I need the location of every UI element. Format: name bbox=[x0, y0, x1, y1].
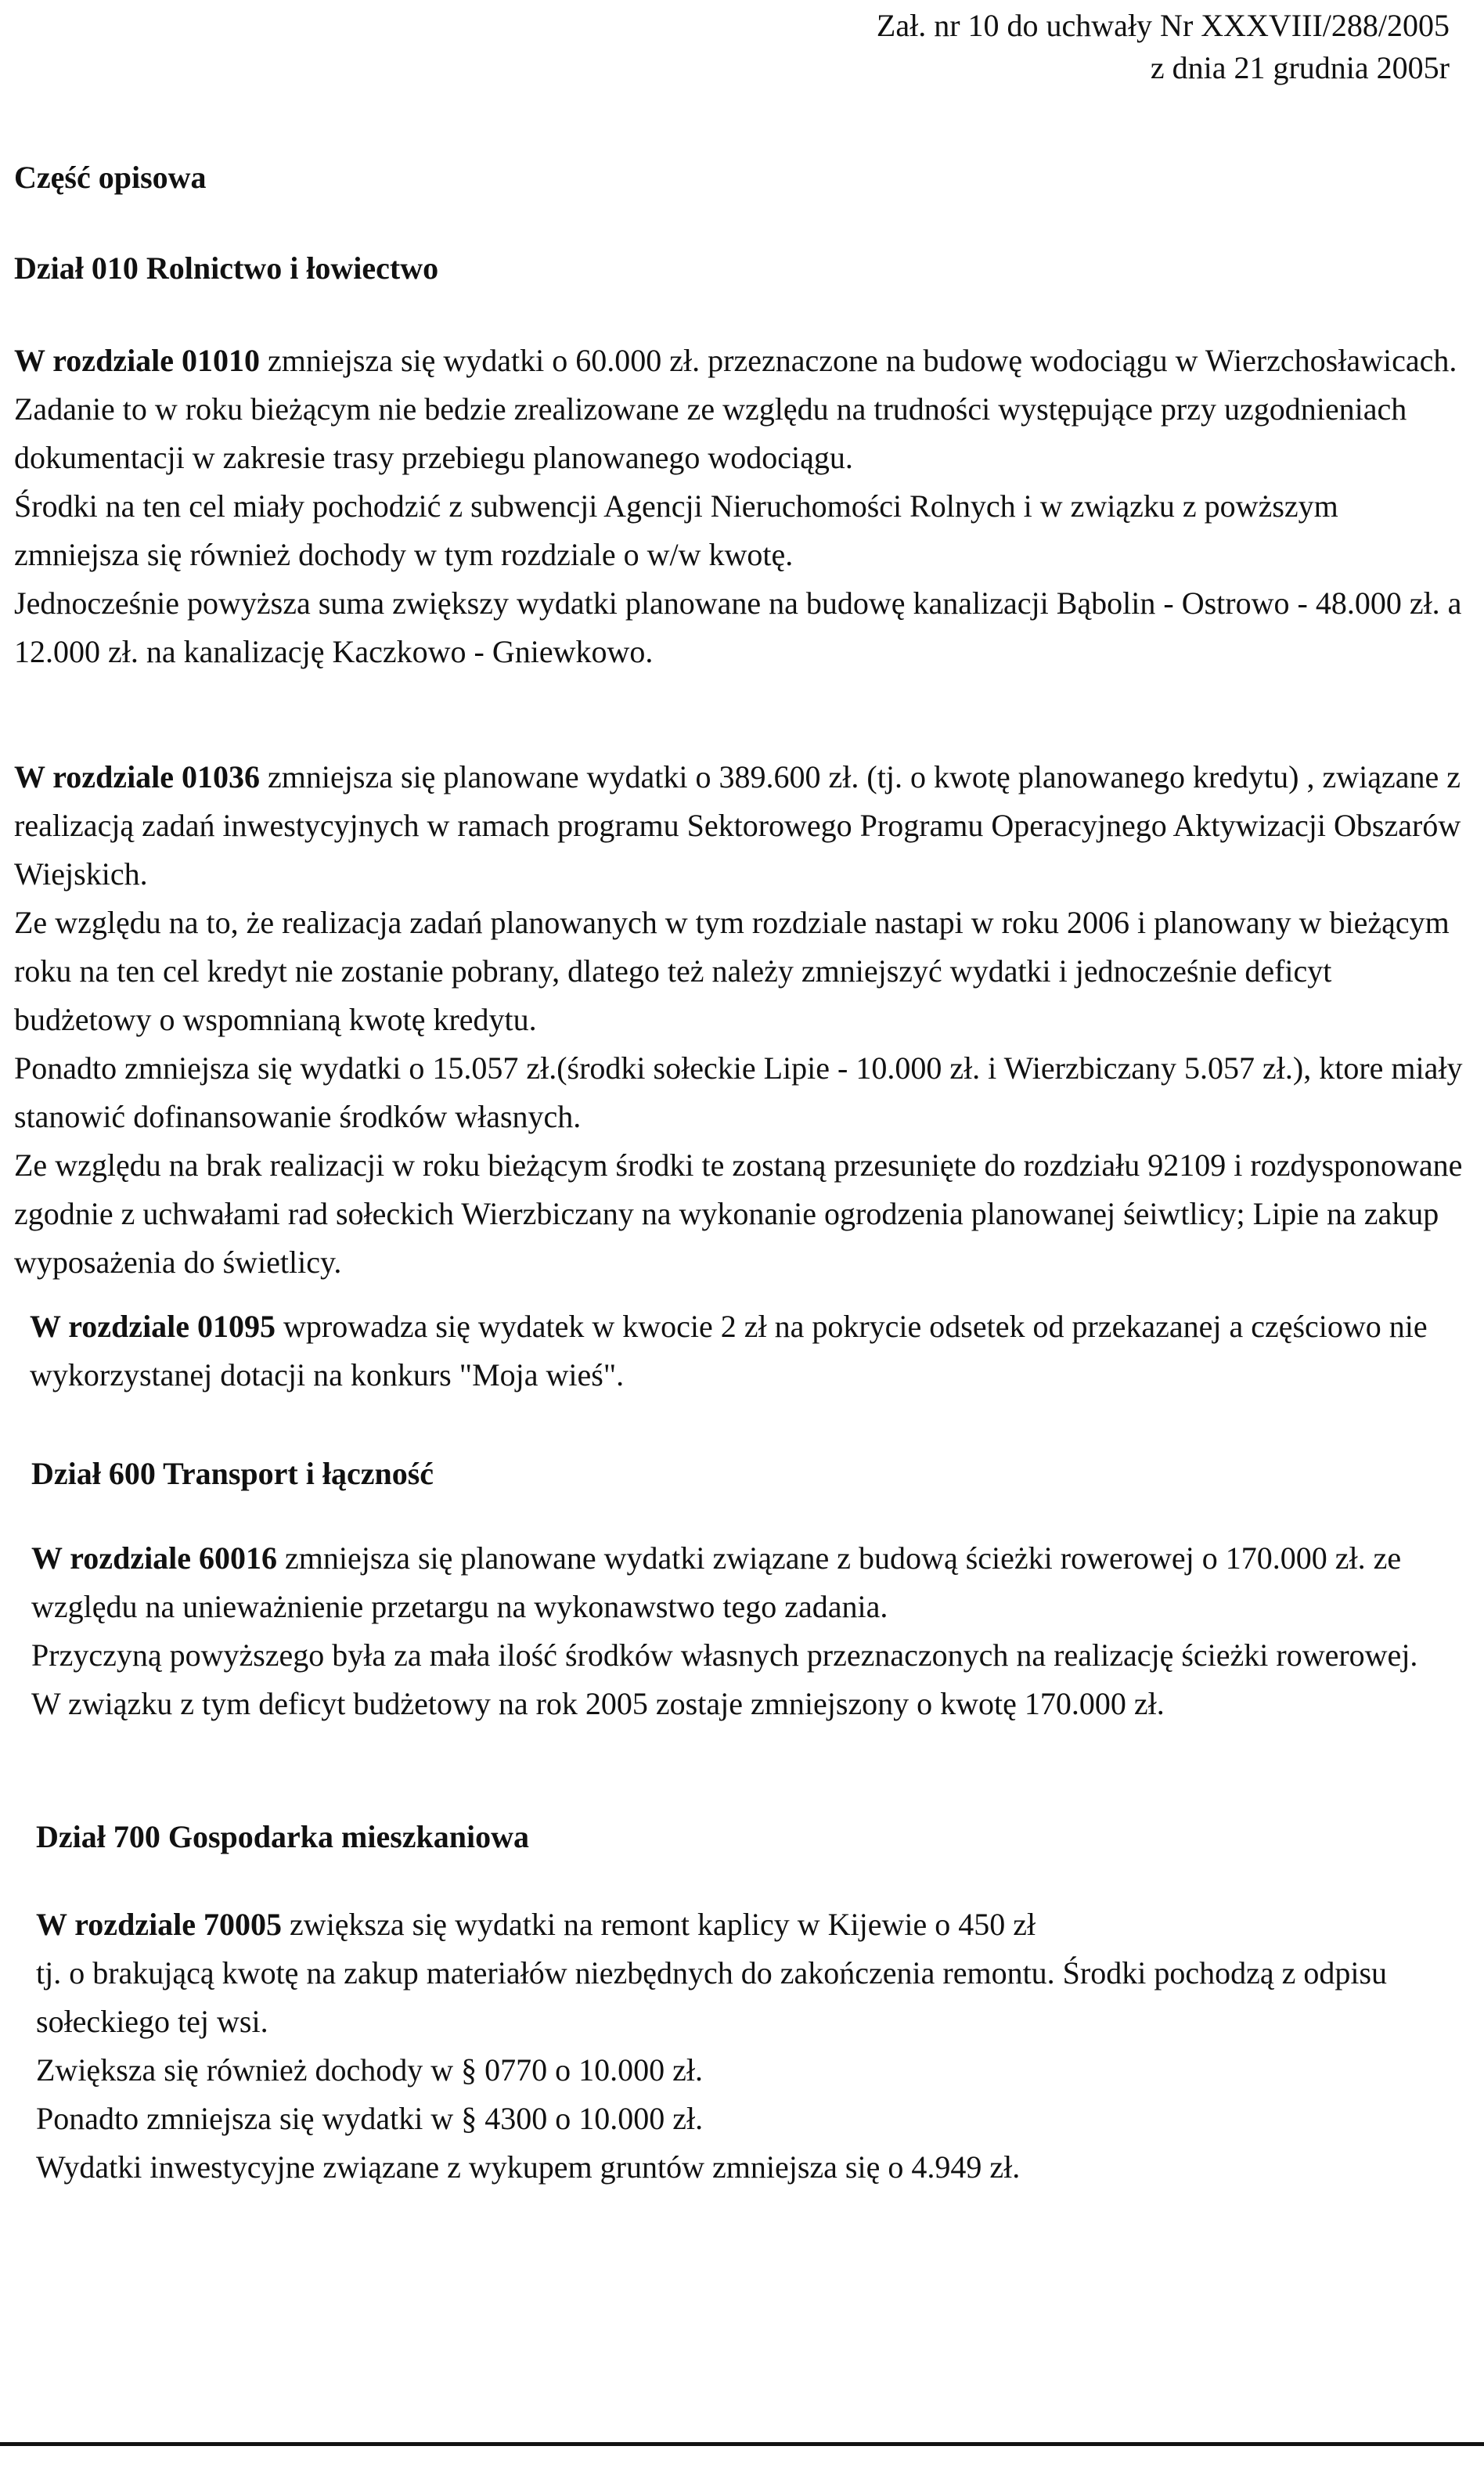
section-60016 bbox=[31, 1534, 1481, 1728]
chapter-label: W rozdziale 01095 bbox=[30, 1309, 276, 1344]
resolution-date: z dnia 21 grudnia 2005r bbox=[1150, 50, 1450, 85]
chapter-label: W rozdziale 01010 bbox=[14, 343, 261, 378]
paragraph: Wydatki inwestycyjne związane z wykupem gruntów zmniejsza się o 4.949 zł. bbox=[36, 2149, 1021, 2185]
paragraph: Ponadto zmniejsza się wydatki w § 4300 o 10.000 zł. bbox=[36, 2101, 704, 2136]
attachment-reference: Zał. nr 10 do uchwały Nr XXXVIII/288/2005 bbox=[876, 8, 1450, 43]
paragraph bbox=[14, 337, 1464, 482]
paragraph-text: zmniejsza się wydatki o 60.000 zł. przeznaczone na budowę wodociągu w Wierzchosławicach. Zadanie to w roku bieżącym nie bedzie zrealizowane ze względu na trudności występujące przy uzgodnieniach dokumentacji w zakresie trasy przebiegu planowanego wodociągu. bbox=[14, 343, 1457, 475]
section-01095 bbox=[30, 1302, 1479, 1400]
document-header bbox=[877, 5, 1450, 89]
paragraph bbox=[30, 1302, 1479, 1400]
part-title: Część opisowa bbox=[14, 160, 207, 195]
dzial-600-heading: Dział 600 Transport i łączność bbox=[31, 1456, 434, 1491]
paragraph: Przyczyną powyższego była za mała ilość środków własnych przeznaczonych na realizację ścieżki rowerowej. bbox=[31, 1637, 1418, 1673]
paragraph bbox=[36, 1900, 1445, 1949]
paragraph-text: zmniejsza się planowane wydatki o 389.600 zł. (tj. o kwotę planowanego kredytu) , związane z realizacją zadań inwestycyjnych w ramach programu Sektorowego Programu Operacyjnego Aktywizacji Obszarów Wiejskich. bbox=[14, 759, 1461, 892]
section-70005 bbox=[36, 1900, 1445, 2192]
paragraph-text: zwiększa się wydatki na remont kaplicy w Kijewie o 450 zł bbox=[282, 1907, 1036, 1942]
paragraph: Ze względu na brak realizacji w roku bieżącym środki te zostaną przesunięte do rozdziału 92109 i rozdysponowane zgodnie z uchwałami rad sołeckich Wierzbiczany na wykonanie ogrodzenia planowanej śeiwtlicy; Lipie na zakup wyposażenia do świetlicy. bbox=[14, 1147, 1463, 1280]
chapter-label: W rozdziale 70005 bbox=[36, 1907, 283, 1942]
dzial-700-heading: Dział 700 Gospodarka mieszkaniowa bbox=[36, 1819, 530, 1854]
section-01010 bbox=[14, 337, 1464, 676]
dzial-010-heading: Dział 010 Rolnictwo i łowiectwo bbox=[14, 250, 439, 286]
paragraph: Ze względu na to, że realizacja zadań planowanych w tym rozdziale nastapi w roku 2006 i planowany w bieżącym roku na ten cel kredyt nie zostanie pobrany, dlatego też należy zmniejszyć wydatki i jednocześnie deficyt budżetowy o wspomnianą kwotę kredytu. bbox=[14, 905, 1450, 1037]
paragraph: W związku z tym deficyt budżetowy na rok 2005 zostaje zmniejszony o kwotę 170.000 zł. bbox=[31, 1686, 1165, 1721]
paragraph bbox=[14, 753, 1464, 899]
paragraph-text: wprowadza się wydatek w kwocie 2 zł na pokrycie odsetek od przekazanej a częściowo nie wykorzystanej dotacji na konkurs "Moja wieś". bbox=[30, 1309, 1428, 1392]
paragraph: Jednocześnie powyższa suma zwiększy wydatki planowane na budowę kanalizacji Bąbolin - Ostrowo - 48.000 zł. a 12.000 zł. na kanalizację Kaczkowo - Gniewkowo. bbox=[14, 585, 1462, 669]
paragraph: tj. o brakującą kwotę na zakup materiałów niezbędnych do zakończenia remontu. Środki pochodzą z odpisu sołeckiego tej wsi. bbox=[36, 1955, 1388, 2039]
paragraph: Środki na ten cel miały pochodzić z subwencji Agencji Nieruchomości Rolnych i w związku z powższym zmniejsza się również dochody w tym rozdziale o w/w kwotę. bbox=[14, 488, 1338, 572]
paragraph bbox=[31, 1534, 1481, 1631]
paragraph: Zwiększa się również dochody w § 0770 o 10.000 zł. bbox=[36, 2052, 704, 2088]
chapter-label: W rozdziale 01036 bbox=[14, 759, 261, 794]
bottom-divider bbox=[0, 2442, 1484, 2446]
chapter-label: W rozdziale 60016 bbox=[31, 1540, 278, 1576]
paragraph: Ponadto zmniejsza się wydatki o 15.057 zł.(środki sołeckie Lipie - 10.000 zł. i Wierzbiczany 5.057 zł.), ktore miały stanowić dofinansowanie środków własnych. bbox=[14, 1050, 1463, 1134]
paragraph-text: zmniejsza się planowane wydatki związane z budową ścieżki rowerowej o 170.000 zł. ze względu na unieważnienie przetargu na wykonawstwo tego zadania. bbox=[31, 1540, 1402, 1624]
section-01036 bbox=[14, 753, 1464, 1287]
